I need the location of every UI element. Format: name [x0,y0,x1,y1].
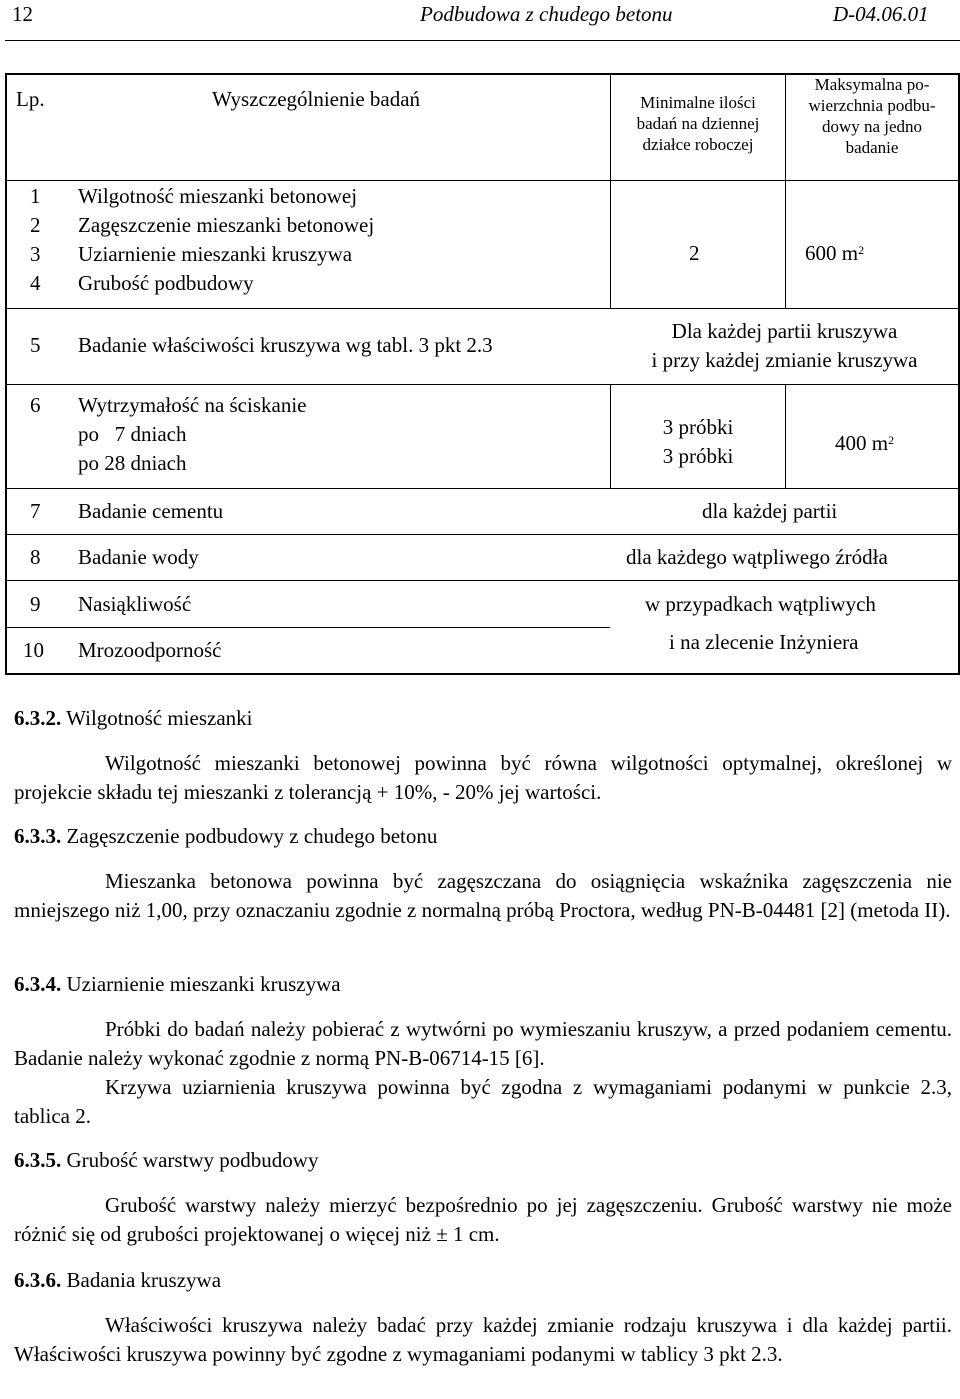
document-code: D-04.06.01 [833,2,929,26]
group1-numbers [30,182,41,298]
item-moisture: Wilgotność mieszanki betonowej [78,184,358,208]
row-divider-1 [5,308,960,309]
table-border-left [5,73,7,675]
row7-item: Badanie cementu [78,499,224,523]
row-divider-4 [5,534,960,535]
section-heading-6-3-2: 6.3.2. Wilgotność mieszanki [14,706,253,730]
row-divider-5 [5,580,960,581]
row-divider-3 [5,488,960,489]
section-6-3-2-paragraph: Wilgotność mieszanki betonowej powinna być równa wilgotności optymalnej, określonej w projekcie składu tej mieszanki z tolerancją + 10%, - 20% jej wartości. [14,751,952,804]
page-number: 12 [12,2,33,26]
row5-value: Dla każdej partii kruszywa i przy każdej zmianie kruszywa [651,319,918,372]
row7-value: dla każdej partii [702,499,838,523]
header-rule [5,40,960,41]
row-number-7: 7 [30,499,41,523]
row8-item: Badanie wody [78,545,199,569]
row9-item: Nasiąkliwość [78,592,192,616]
group1-items [78,182,374,298]
control-tests-table [5,73,960,675]
column-divider-4 [785,384,786,488]
column-header-description: Wyszczególnienie badań [212,87,421,111]
row9-value: w przypadkach wątpliwych [645,592,876,616]
row-number-1: 1 [30,184,41,208]
row6-max-area: 400 $m^2$ [835,431,895,455]
row-divider-2 [5,384,960,385]
row10-item: Mrozoodporność [78,638,222,662]
section-heading-6-3-4: 6.3.4. Uziarnienie mieszanki kruszywa [14,972,341,996]
section-heading-6-3-6: 6.3.6. Badania kruszywa [14,1268,222,1292]
row-divider-6 [5,627,610,628]
item-compaction: Zagęszczenie mieszanki betonowej [78,213,375,237]
section-6-3-3-paragraph: Mieszanka betonowa powinna być zagęszczana do osiągnięcia wskaźnika zagęszczenia nie mniejszego niż 1,00, przy oznaczaniu zgodnie z normalną próbą Proctora, według PN-B-04481 [2] (metoda II). [14,869,952,922]
row-number-3: 3 [30,242,41,266]
section-6-3-5-paragraph: Grubość warstwy należy mierzyć bezpośrednio po jej zagęszczeniu. Grubość warstwy nie może różnić się od grubości projektowanej o więcej niż ± 1 cm. [14,1193,952,1246]
column-header-max-area: Maksymalna po- wierzchnia podbu- dowy na jedno badanie [808,75,936,157]
row10-value: i na zlecenie Inżyniera [669,630,859,654]
column-header-lp: Lp. [16,87,45,111]
row-number-6: 6 [30,393,41,417]
row-number-2: 2 [30,213,41,237]
item-grading: Uziarnienie mieszanki kruszywa [78,242,353,266]
row6-item: Wytrzymałość na ściskanie po 7 dniach po 28 dniach [78,393,307,475]
group1-max-area: 600 $m^2$ [805,241,865,265]
row-number-9: 9 [30,592,41,616]
row6-min-tests: 3 próbki 3 próbki [662,415,734,468]
row-number-4: 4 [30,271,41,295]
group1-min-tests: 2 [689,241,700,265]
section-heading-6-3-3: 6.3.3. Zagęszczenie podbudowy z chudego betonu [14,824,438,848]
section-6-3-4-paragraph-1: Próbki do badań należy pobierać z wytwórni po wymieszaniu kruszyw, a przed podaniem cementu. Badanie należy wykonać zgodnie z normą PN-B-06714-15 [6]. [14,1017,952,1070]
section-heading-6-3-5: 6.3.5. Grubość warstwy podbudowy [14,1148,319,1172]
table-border-bottom [5,673,960,675]
row-number-5: 5 [30,333,41,357]
row-divider-header [5,180,960,181]
column-header-min-tests: Minimalne ilości badań na dziennej działce roboczej [636,93,760,154]
page-header [0,0,960,42]
row-number-10: 10 [23,638,44,662]
document-title: Podbudowa z chudego betonu [420,2,673,26]
row-number-8: 8 [30,545,41,569]
row8-value: dla każdego wątpliwego źródła [626,545,888,569]
section-6-3-4-paragraph-2: Krzywa uziarnienia kruszywa powinna być zgodna z wymaganiami podanymi w punkcie 2.3, tablica 2. [14,1075,952,1128]
row5-item: Badanie właściwości kruszywa wg tabl. 3 pkt 2.3 [78,333,493,357]
section-6-3-6-paragraph: Właściwości kruszywa należy badać przy każdej zmianie rodzaju kruszywa i dla każdej partii. Właściwości kruszywa powinny być zgodne z wymaganiami podanymi w tablicy 3 pkt 2.3. [14,1313,952,1366]
item-thickness: Grubość podbudowy [78,271,254,295]
